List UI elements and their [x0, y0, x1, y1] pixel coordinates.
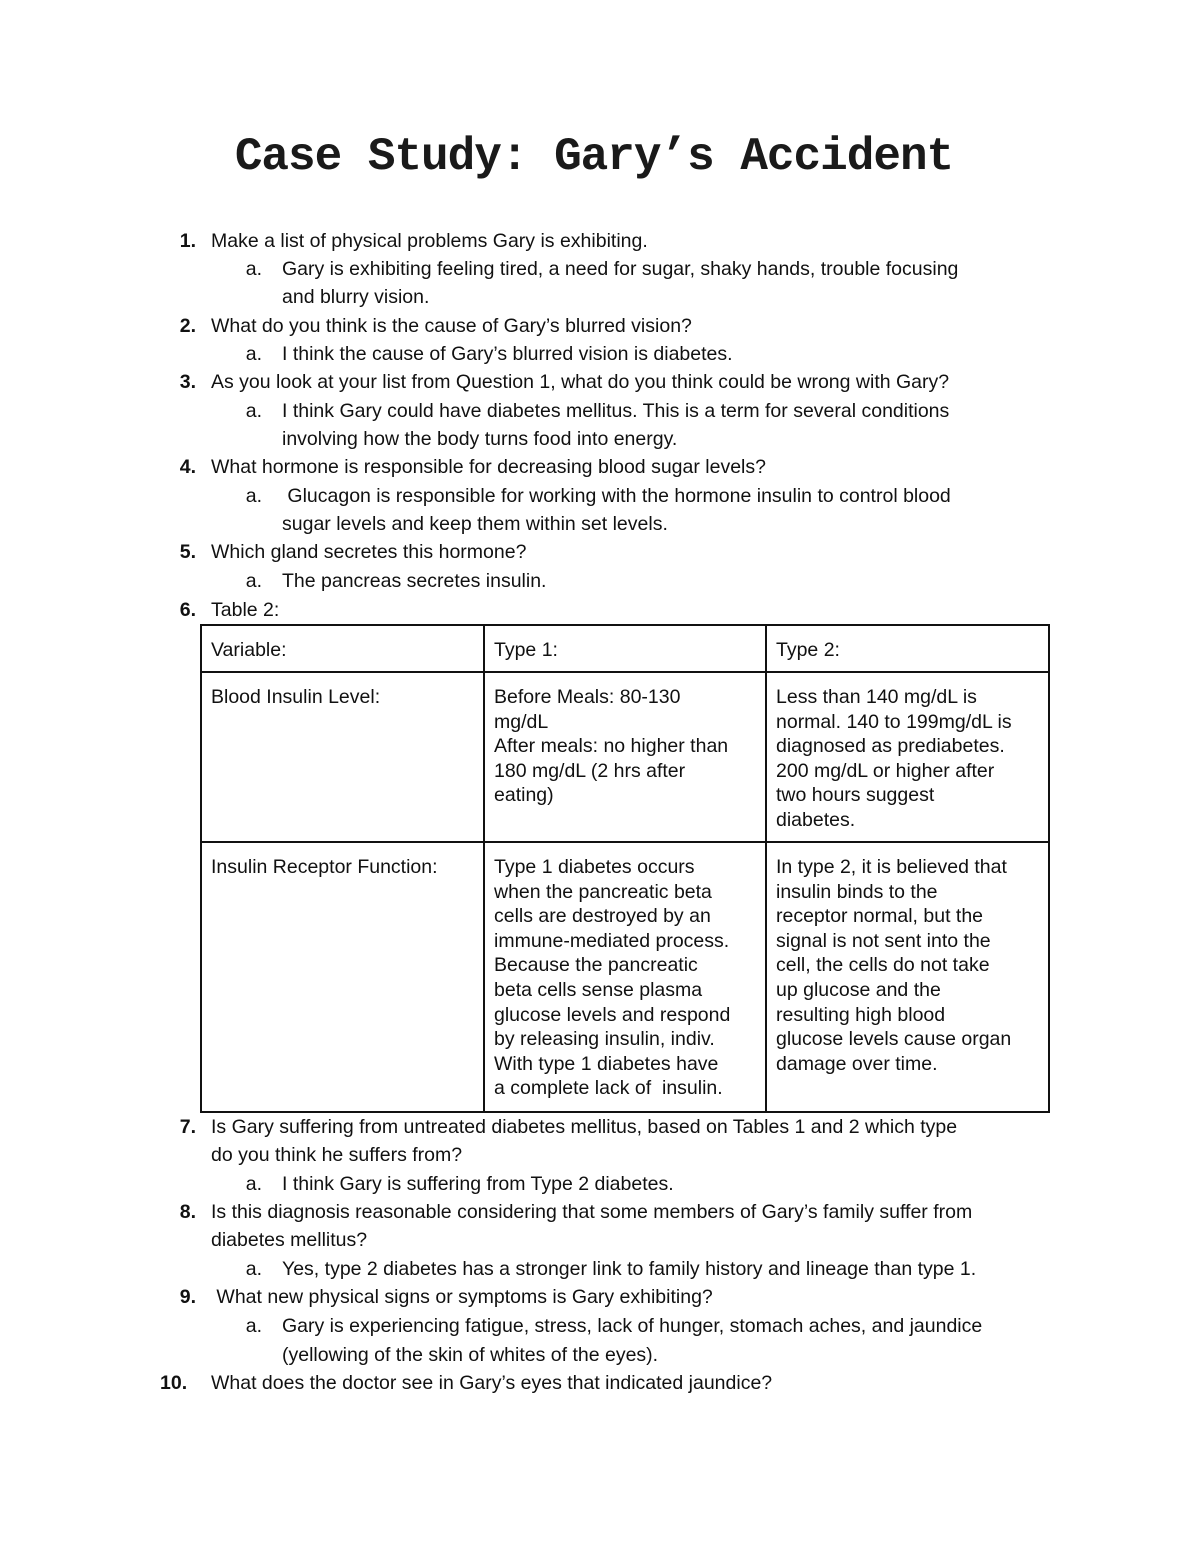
cell-line: receptor normal, but the [776, 905, 984, 928]
answer-label: a. [245, 1173, 262, 1195]
question-text: diabetes mellitus? [211, 1229, 368, 1251]
answer-line: I think Gary is suffering from Type 2 diabetes. [282, 1173, 674, 1195]
question-text: As you look at your list from Question 1, what do you think could be wrong with Gary? [211, 371, 950, 393]
cell-line: by releasing insulin, indiv. [494, 1028, 715, 1051]
cell-line: normal. 140 to 199mg/dL is [776, 710, 1012, 733]
question-number: 5. [179, 541, 196, 563]
answer-line: I think Gary could have diabetes mellitus. This is a term for several conditions [282, 400, 950, 422]
cell-line: eating) [494, 784, 554, 807]
page-title: Case Study: Gary’s Accident [234, 131, 954, 183]
table-cell-type2 [766, 672, 1049, 842]
table-row [201, 672, 1049, 842]
cell-line: when the pancreatic beta [494, 880, 712, 903]
cell-line: insulin binds to the [776, 880, 938, 903]
cell-line: damage over time. [776, 1052, 938, 1075]
question-number: 2. [179, 315, 196, 337]
question-number: 7. [179, 1116, 196, 1138]
answer-label: a. [245, 1258, 262, 1280]
cell-line: cells are destroyed by an [494, 905, 711, 928]
question-text: What do you think is the cause of Gary’s blurred vision? [211, 315, 692, 337]
question-number: 1. [179, 230, 196, 252]
cell-line: resulting high blood [776, 1003, 946, 1026]
question-text: Table 2: [211, 599, 280, 621]
question-number: 9. [179, 1286, 196, 1308]
table-header-cell: Type 2: [766, 625, 1049, 672]
answer-line: and blurry vision. [282, 286, 430, 308]
cell-line: diabetes. [776, 808, 856, 831]
cell-line: a complete lack of insulin. [494, 1077, 723, 1100]
cell-line: signal is not sent into the [776, 929, 991, 952]
answer-label: a. [245, 570, 262, 592]
question-number: 8. [179, 1201, 196, 1223]
question-text: Is Gary suffering from untreated diabetes mellitus, based on Tables 1 and 2 which type [211, 1116, 958, 1138]
cell-line: glucose levels cause organ [776, 1028, 1012, 1051]
table-cell-variable: Blood Insulin Level: [201, 672, 484, 842]
table-row [201, 842, 1049, 1112]
answer-line: Yes, type 2 diabetes has a stronger link to family history and lineage than type 1. [282, 1258, 977, 1280]
cell-line: 180 mg/dL (2 hrs after [494, 759, 686, 782]
table-2 [200, 624, 1050, 1113]
answer-label: a. [245, 343, 262, 365]
question-text: What hormone is responsible for decreasing blood sugar levels? [211, 456, 766, 478]
cell-line: glucose levels and respond [494, 1003, 731, 1026]
cell-line: diagnosed as prediabetes. [776, 735, 1005, 758]
cell-line: two hours suggest [776, 784, 935, 807]
cell-line: After meals: no higher than [494, 735, 729, 758]
answer-line: I think the cause of Gary’s blurred vision is diabetes. [282, 343, 733, 365]
answer-label: a. [245, 485, 262, 507]
answer-line: sugar levels and keep them within set levels. [282, 513, 668, 535]
table-cell-type2 [766, 842, 1049, 1112]
question-text: Make a list of physical problems Gary is exhibiting. [211, 230, 648, 252]
answer-line: (yellowing of the skin of whites of the eyes). [282, 1344, 659, 1366]
answer-line: Gary is exhibiting feeling tired, a need for sugar, shaky hands, trouble focusing [282, 258, 959, 280]
answer-line: involving how the body turns food into energy. [282, 428, 678, 450]
table-header-cell: Variable: [201, 625, 484, 672]
question-number: 10. [160, 1372, 188, 1394]
question-number: 6. [179, 599, 196, 621]
answer-label: a. [245, 400, 262, 422]
cell-line: In type 2, it is believed that [776, 856, 1007, 878]
cell-line: immune-mediated process. [494, 929, 730, 952]
cell-line: Type 1 diabetes occurs [494, 856, 695, 878]
question-number: 3. [179, 371, 196, 393]
question-text: What new physical signs or symptoms is Gary exhibiting? [211, 1286, 713, 1308]
table-cell-type1 [484, 842, 766, 1112]
cell-line: mg/dL [494, 710, 549, 733]
cell-line: Because the pancreatic [494, 954, 698, 977]
cell-line: cell, the cells do not take [776, 954, 990, 977]
cell-line: 200 mg/dL or higher after [776, 759, 995, 782]
table-header-cell: Type 1: [484, 625, 766, 672]
answer-line: Gary is experiencing fatigue, stress, lack of hunger, stomach aches, and jaundice [282, 1315, 983, 1337]
cell-line: up glucose and the [776, 978, 941, 1001]
question-text: Which gland secretes this hormone? [211, 541, 527, 563]
table-cell-type1 [484, 672, 766, 842]
cell-line: Before Meals: 80-130 [494, 686, 681, 708]
answer-label: a. [245, 1315, 262, 1337]
cell-line: Less than 140 mg/dL is [776, 686, 977, 708]
cell-line: beta cells sense plasma [494, 978, 703, 1001]
answer-line: The pancreas secretes insulin. [282, 570, 547, 592]
answer-label: a. [245, 258, 262, 280]
table-header-row [201, 625, 1049, 672]
table-cell-variable: Insulin Receptor Function: [201, 842, 484, 1112]
answer-line: Glucagon is responsible for working with the hormone insulin to control blood [282, 485, 951, 507]
question-text: do you think he suffers from? [211, 1144, 463, 1166]
cell-line: With type 1 diabetes have [494, 1052, 719, 1075]
question-number: 4. [179, 456, 196, 478]
question-text: What does the doctor see in Gary’s eyes that indicated jaundice? [211, 1372, 773, 1394]
question-text: Is this diagnosis reasonable considering that some members of Gary’s family suffer from [211, 1201, 973, 1223]
